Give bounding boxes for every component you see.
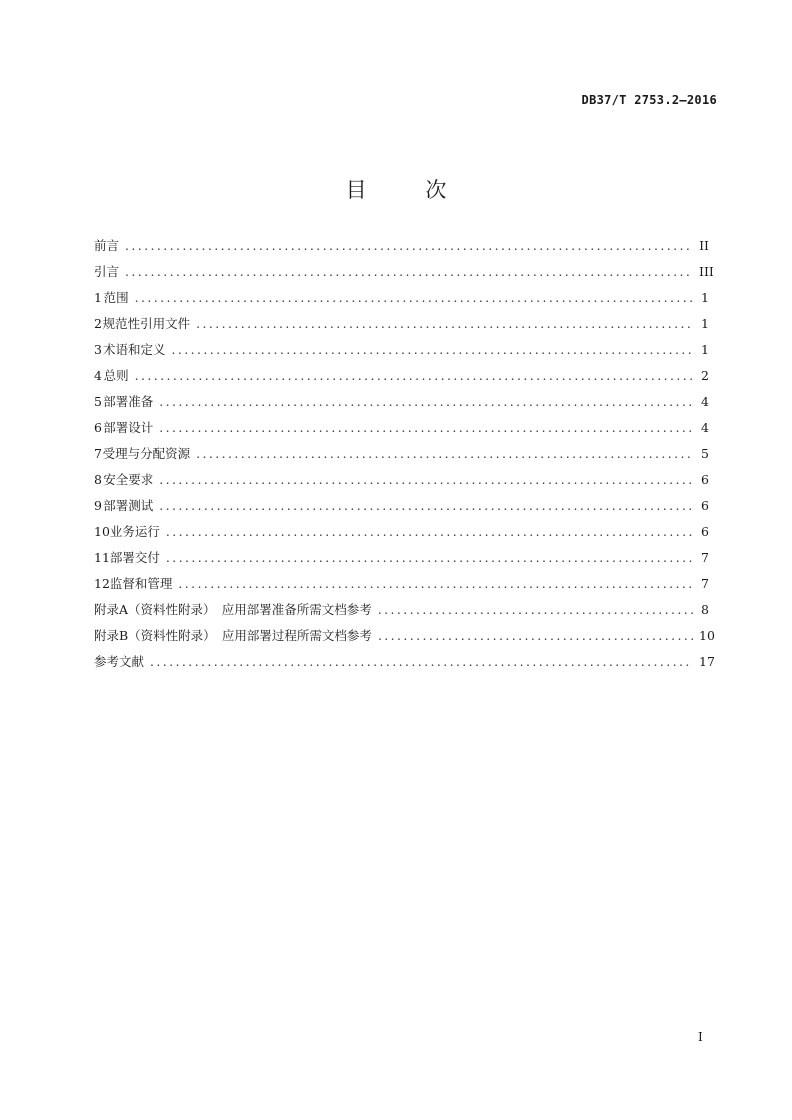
- toc-leader-dots: [159, 420, 693, 435]
- toc-entry-label: 部署测试: [103, 498, 154, 513]
- toc-entry-label: 规范性引用文件: [102, 316, 191, 331]
- toc-entry-number: 6: [94, 420, 102, 435]
- toc-entry-label: 参考文献: [94, 654, 145, 669]
- toc-entry[interactable]: [94, 444, 709, 470]
- toc-entry-number: 11: [94, 550, 110, 565]
- toc-leader-dots: [135, 368, 693, 383]
- toc-leader-dots: [159, 472, 693, 487]
- toc-entry-number: 1: [94, 290, 102, 305]
- toc-entry[interactable]: [94, 340, 709, 366]
- toc-entry-number: 12: [94, 576, 110, 591]
- toc-entry[interactable]: [94, 262, 714, 288]
- toc-entry-page: 4: [701, 394, 709, 409]
- toc-leader-dots: [178, 576, 693, 591]
- toc-entry-number: 3: [94, 342, 102, 357]
- table-of-contents: [94, 236, 715, 678]
- toc-leader-dots: [378, 602, 693, 617]
- toc-entry[interactable]: [94, 522, 709, 548]
- toc-entry[interactable]: [94, 574, 709, 600]
- toc-entry[interactable]: [94, 366, 709, 392]
- page-number: I: [698, 1030, 703, 1044]
- toc-entry-label: 部署交付: [109, 550, 160, 565]
- toc-entry-number: 7: [94, 446, 102, 461]
- toc-entry[interactable]: [94, 496, 709, 522]
- toc-entry[interactable]: [94, 314, 709, 340]
- doc-code: DB37/T 2753.2—2016: [581, 93, 717, 107]
- toc-entry-label: 监督和管理: [109, 576, 173, 591]
- toc-entry-page: 7: [701, 576, 709, 591]
- toc-entry-label: 部署准备: [103, 394, 154, 409]
- toc-entry-label: 前言: [94, 238, 120, 253]
- toc-entry-number: 5: [94, 394, 102, 409]
- toc-leader-dots: [166, 524, 693, 539]
- toc-entry-label: 部署设计: [103, 420, 154, 435]
- toc-entry[interactable]: [94, 418, 709, 444]
- toc-entry-page: 6: [701, 524, 709, 539]
- toc-leader-dots: [150, 654, 693, 669]
- toc-entry[interactable]: [94, 626, 715, 652]
- toc-entry-page: 4: [701, 420, 709, 435]
- toc-entry-label: 总则: [103, 368, 129, 383]
- toc-entry-number: 8: [94, 472, 102, 487]
- toc-entry-label: 受理与分配资源: [102, 446, 191, 461]
- toc-entry-label: 术语和定义: [103, 342, 166, 357]
- toc-entry-page: 6: [701, 498, 709, 513]
- toc-entry-page: 7: [701, 550, 709, 565]
- toc-entry-number: 4: [94, 368, 102, 383]
- toc-entry-page: 1: [701, 342, 709, 357]
- toc-entry-label: 引言: [94, 264, 120, 279]
- toc-leader-dots: [159, 498, 693, 513]
- toc-entry-page: 1: [701, 290, 709, 305]
- toc-entry[interactable]: [94, 652, 715, 678]
- toc-entry-label: 附录A（资料性附录） 应用部署准备所需文档参考: [94, 602, 372, 617]
- toc-entry-page: III: [699, 264, 714, 279]
- toc-entry-page: 5: [701, 446, 709, 461]
- toc-entry[interactable]: [94, 600, 709, 626]
- toc-entry-number: 9: [94, 498, 102, 513]
- toc-leader-dots: [125, 238, 693, 253]
- toc-leader-dots: [196, 316, 693, 331]
- toc-entry-page: 1: [701, 316, 709, 331]
- toc-leader-dots: [172, 342, 693, 357]
- toc-entry-page: 6: [701, 472, 709, 487]
- toc-entry[interactable]: [94, 548, 709, 574]
- toc-entry-page: 17: [699, 654, 715, 669]
- toc-entry[interactable]: [94, 470, 709, 496]
- toc-entry-label: 范围: [103, 290, 129, 305]
- toc-leader-dots: [378, 628, 693, 643]
- toc-entry-page: II: [699, 238, 709, 253]
- toc-entry-label: 业务运行: [109, 524, 160, 539]
- toc-entry-label: 安全要求: [103, 472, 154, 487]
- toc-leader-dots: [166, 550, 693, 565]
- toc-leader-dots: [159, 394, 693, 409]
- toc-entry-page: 2: [701, 368, 709, 383]
- toc-entry-page: 10: [699, 628, 715, 643]
- toc-entry[interactable]: [94, 392, 709, 418]
- toc-leader-dots: [125, 264, 693, 279]
- toc-entry-page: 8: [701, 602, 709, 617]
- toc-entry-number: 10: [94, 524, 110, 539]
- toc-entry[interactable]: [94, 288, 709, 314]
- toc-leader-dots: [135, 290, 693, 305]
- toc-entry-number: 2: [94, 316, 102, 331]
- toc-entry[interactable]: [94, 236, 709, 262]
- toc-leader-dots: [196, 446, 693, 461]
- page-title: 目 次: [345, 178, 473, 202]
- toc-entry-label: 附录B（资料性附录） 应用部署过程所需文档参考: [94, 628, 372, 643]
